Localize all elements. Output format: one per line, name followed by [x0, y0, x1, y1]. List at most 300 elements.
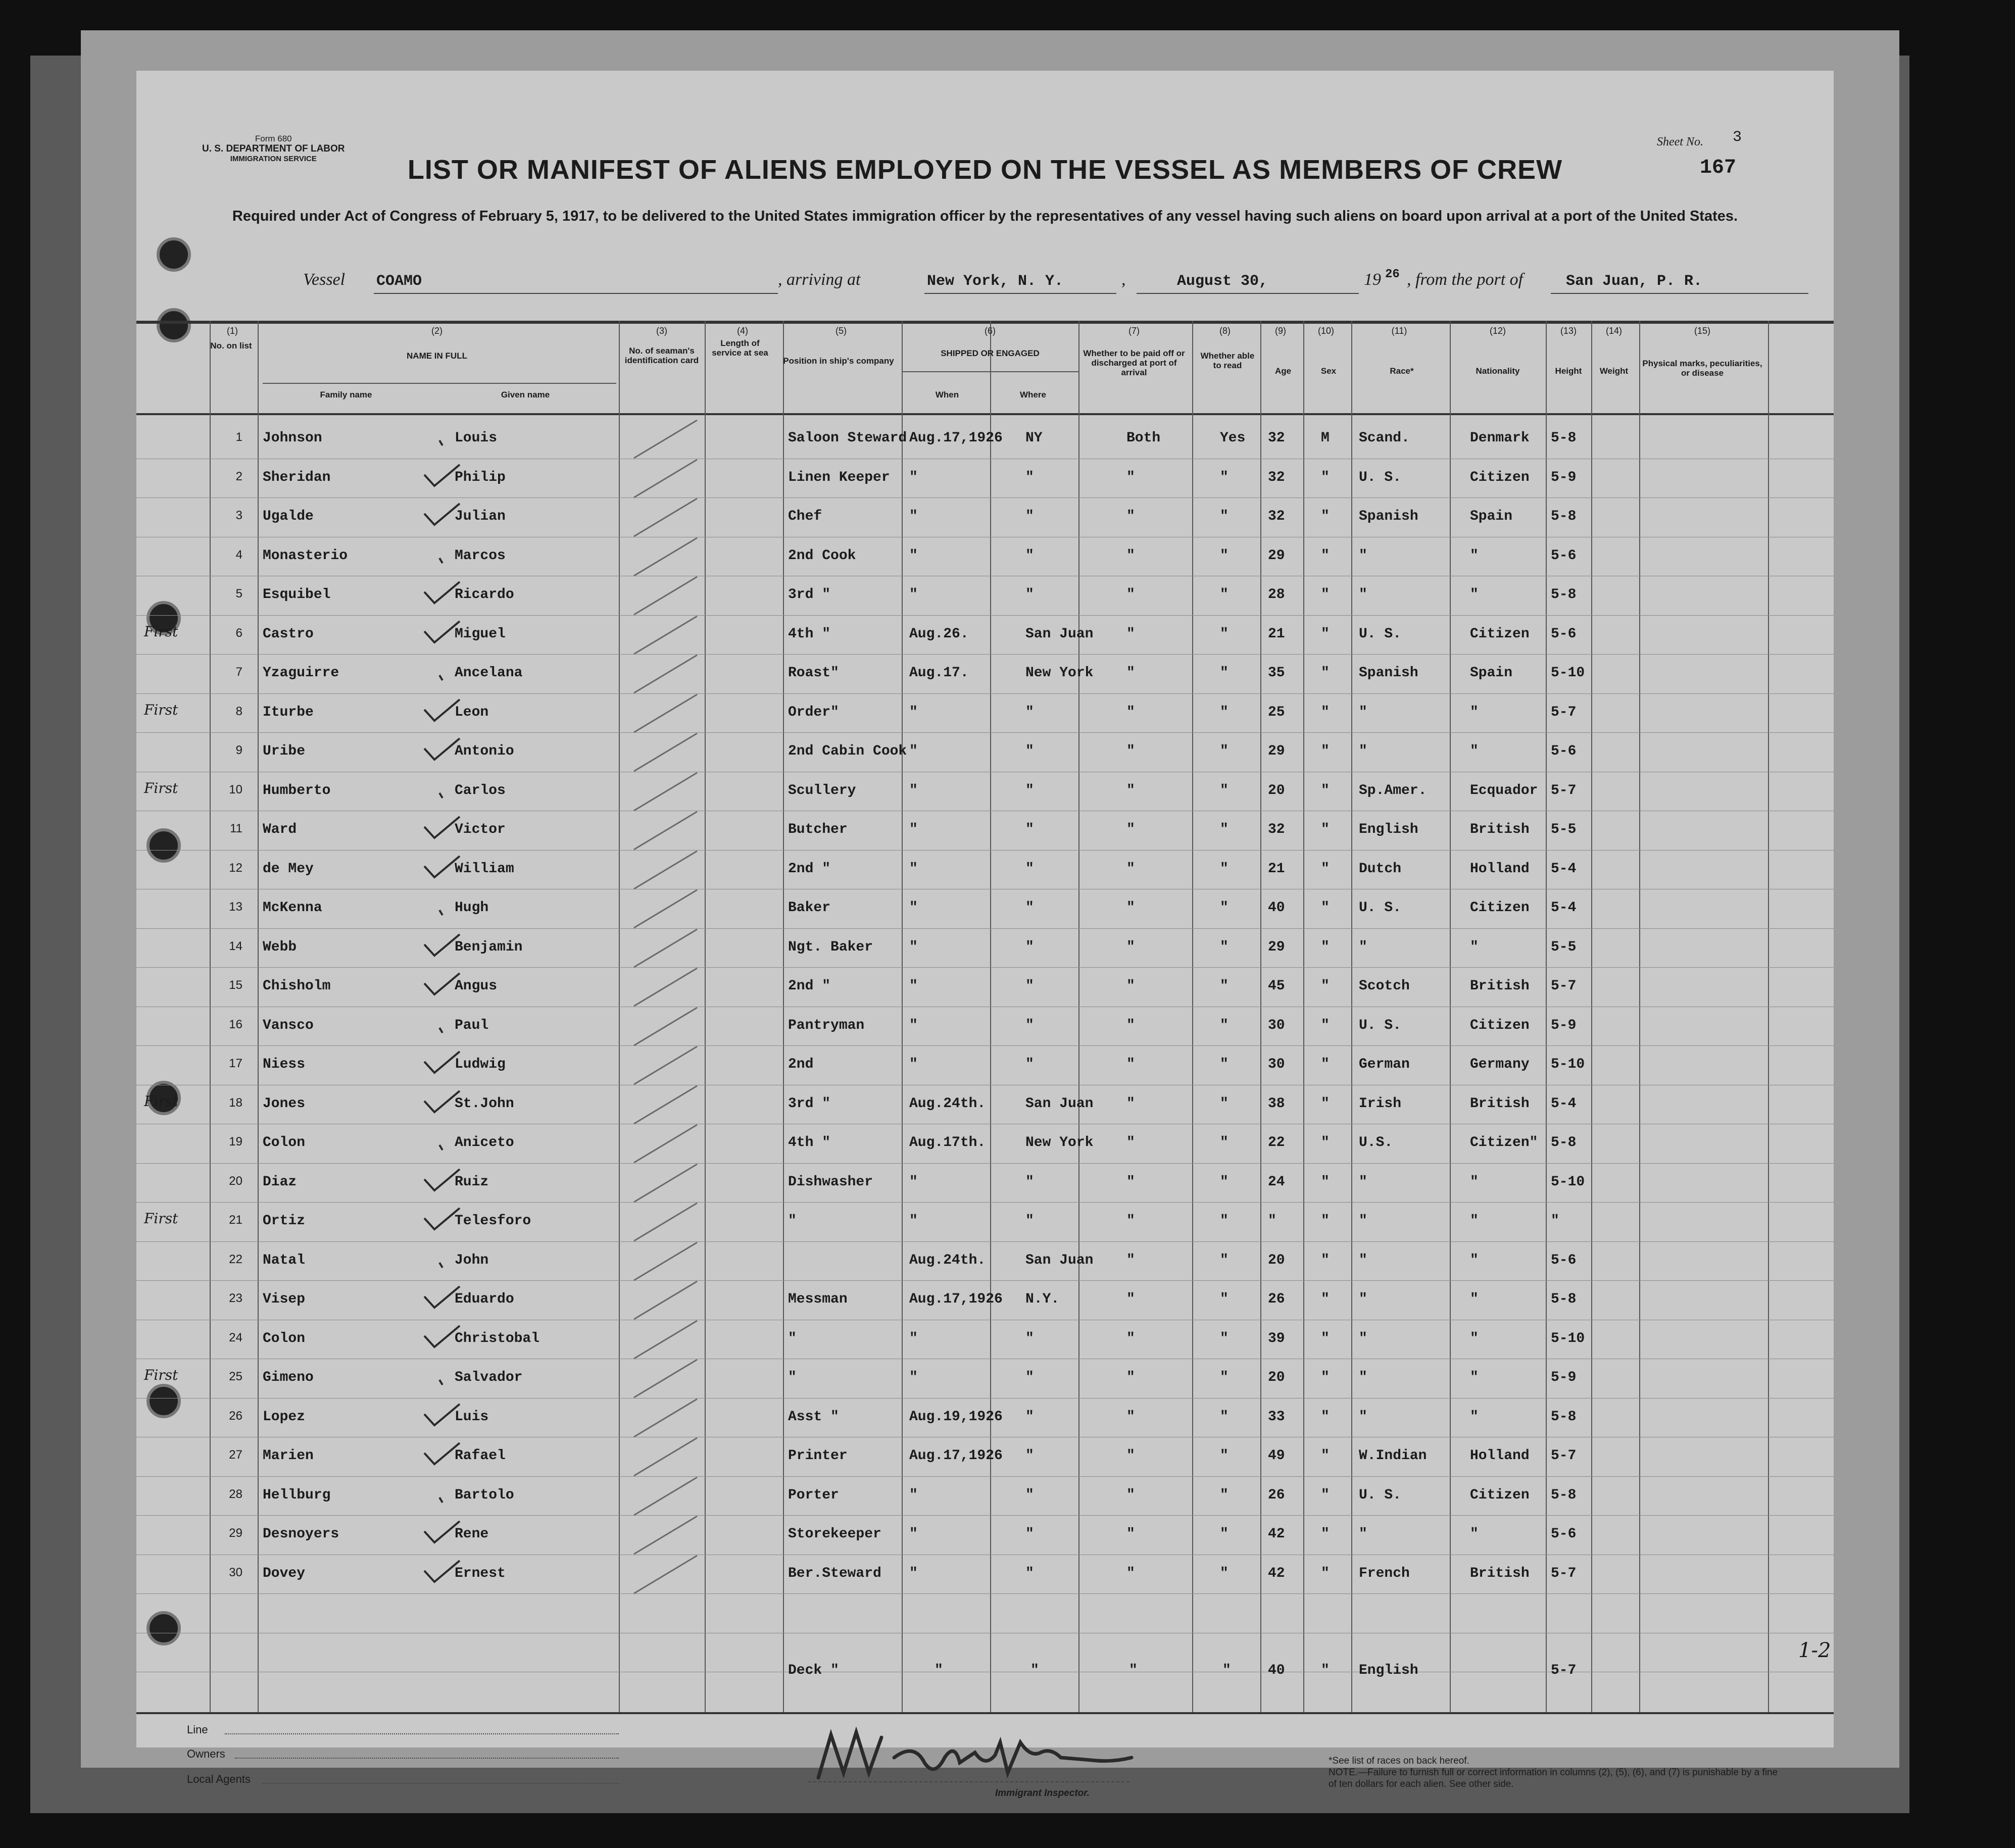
extra-race: English	[1359, 1663, 1418, 1678]
cell-nationality: British	[1470, 822, 1530, 837]
extra-where: "	[1030, 1663, 1039, 1678]
agents-rule	[263, 1783, 619, 1784]
cell-when: Aug.17th.	[909, 1135, 986, 1151]
cell-sex: "	[1321, 1095, 1330, 1112]
row-rule	[136, 967, 1834, 968]
cell-where: New York	[1025, 665, 1094, 681]
card-slash	[626, 498, 707, 539]
arriving-label: , arriving at	[778, 270, 861, 289]
cell-race: Irish	[1359, 1095, 1402, 1112]
cell-height: 5-8	[1551, 430, 1577, 446]
cell-nationality: "	[1470, 1370, 1479, 1385]
cell-position: Messman	[788, 1291, 848, 1307]
cell-sex: "	[1321, 1487, 1330, 1503]
cell-sex: "	[1321, 1565, 1330, 1581]
card-slash	[626, 812, 707, 852]
cell-read: "	[1220, 665, 1228, 681]
cell-age: 38	[1268, 1095, 1285, 1112]
header-physical-marks: Physical marks, peculiarities, or disease	[1642, 359, 1762, 378]
cell-nationality: "	[1470, 587, 1479, 603]
cell-position: "	[788, 1330, 797, 1346]
cell-given: Telesforo	[455, 1213, 531, 1229]
cell-height: 5-5	[1551, 822, 1577, 837]
cell-given: Salvador	[455, 1370, 523, 1385]
cell-where: "	[1025, 704, 1034, 720]
cell-when: "	[909, 1487, 918, 1503]
header-position: Position in ship's company	[783, 356, 894, 366]
cell-nationality: British	[1470, 978, 1530, 994]
cell-position: Chef	[788, 509, 822, 524]
cell-age: 28	[1268, 587, 1285, 603]
header-shipped: SHIPPED OR ENGAGED	[941, 348, 1040, 358]
margin-note: 1-2	[1798, 1639, 1831, 1662]
header-height: Height	[1555, 366, 1582, 376]
cell-sex: "	[1321, 782, 1330, 798]
cell-paid: "	[1126, 1213, 1135, 1229]
cell-paid: "	[1126, 1370, 1135, 1385]
cell-height: 5-6	[1551, 547, 1577, 564]
page-title: LIST OR MANIFEST OF ALIENS EMPLOYED ON THE VESSEL AS MEMBERS OF CREW	[407, 155, 1563, 185]
row-rule	[136, 1476, 1834, 1477]
cell-read: "	[1220, 587, 1228, 603]
cell-where: "	[1025, 1017, 1034, 1033]
cell-race: "	[1359, 939, 1367, 955]
cell-family: Lopez	[263, 1409, 306, 1425]
cell-height: 5-10	[1551, 1330, 1585, 1346]
cell-sex: "	[1321, 665, 1330, 681]
column-number: (1)	[227, 326, 238, 336]
card-slash	[626, 694, 707, 735]
header-where: Where	[1020, 390, 1046, 399]
cell-given: Benjamin	[455, 939, 523, 955]
cell-read: "	[1220, 1330, 1228, 1346]
header-able-read: Whether able to read	[1200, 351, 1255, 370]
cell-height: 5-4	[1551, 900, 1577, 916]
row-number: 9	[235, 743, 242, 757]
cell-position: 2nd Cook	[788, 547, 856, 564]
header-age: Age	[1274, 366, 1292, 376]
cell-height: 5-4	[1551, 861, 1577, 877]
header-given-name: Given name	[501, 390, 550, 399]
row-number: 28	[229, 1487, 242, 1501]
cell-family: Humberto	[263, 782, 331, 798]
column-rule	[902, 321, 903, 1712]
cell-when: "	[909, 547, 918, 564]
arriving-port: New York, N. Y.	[927, 273, 1064, 290]
cell-read: "	[1220, 1252, 1228, 1268]
card-slash	[626, 1164, 707, 1205]
cell-when: "	[909, 509, 918, 524]
check-mark	[419, 1516, 480, 1546]
row-rule	[136, 1202, 1834, 1203]
cell-age: 29	[1268, 939, 1285, 955]
card-slash	[626, 460, 707, 500]
cell-age: 25	[1268, 704, 1285, 720]
cell-nationality: Ecquador	[1470, 782, 1538, 798]
from-port: San Juan, P. R.	[1566, 273, 1703, 290]
card-slash	[626, 1086, 707, 1126]
cell-where: San Juan	[1025, 1252, 1094, 1268]
cell-paid: "	[1126, 626, 1135, 642]
row-number: 29	[229, 1526, 242, 1540]
cell-sex: "	[1321, 1135, 1330, 1151]
first-mark: First	[144, 701, 178, 718]
cell-nationality: Holland	[1470, 861, 1530, 877]
check-mark	[419, 538, 480, 568]
cell-given: Christobal	[455, 1330, 540, 1346]
year-suffix: 26	[1385, 268, 1400, 281]
cell-age: 45	[1268, 978, 1285, 994]
cell-position: Printer	[788, 1448, 848, 1464]
local-agents-label: Local Agents	[187, 1773, 251, 1785]
cell-paid: "	[1126, 1409, 1135, 1425]
cell-height: 5-9	[1551, 1370, 1577, 1385]
check-mark	[419, 851, 480, 881]
card-slash	[626, 1242, 707, 1283]
check-mark	[419, 420, 480, 451]
cell-family: Dovey	[263, 1565, 306, 1581]
sheet-label: Sheet No.	[1657, 135, 1703, 148]
cell-given: Carlos	[455, 782, 506, 798]
page-number: 167	[1700, 157, 1737, 179]
cell-nationality: British	[1470, 1095, 1530, 1112]
cell-height: 5-8	[1551, 509, 1577, 524]
cell-when: Aug.24th.	[909, 1252, 986, 1268]
check-mark	[419, 1360, 480, 1390]
cell-family: Gimeno	[263, 1370, 314, 1385]
extra-when: "	[935, 1663, 943, 1678]
cell-where: "	[1025, 1409, 1034, 1425]
cell-paid: Both	[1126, 430, 1161, 446]
cell-race: Sp.Amer.	[1359, 782, 1427, 798]
header-no-on-list: No. on list	[210, 341, 252, 351]
cell-sex: "	[1321, 1213, 1330, 1229]
row-number: 15	[229, 978, 242, 992]
cell-sex: "	[1321, 900, 1330, 916]
card-slash	[626, 1438, 707, 1478]
cell-read: "	[1220, 1017, 1228, 1033]
card-slash	[626, 420, 707, 461]
row-number: 1	[235, 430, 242, 444]
cell-where: "	[1025, 939, 1034, 955]
cell-race: English	[1359, 822, 1418, 837]
check-mark	[419, 1477, 480, 1508]
cell-when: "	[909, 1174, 918, 1190]
row-number: 17	[229, 1057, 242, 1070]
cell-age: 21	[1268, 861, 1285, 877]
cell-paid: "	[1126, 822, 1135, 837]
cell-read: Yes	[1220, 430, 1246, 446]
line-label: Line	[187, 1723, 208, 1736]
row-number: 14	[229, 939, 242, 953]
cell-paid: "	[1126, 1057, 1135, 1072]
row-rule	[136, 928, 1834, 929]
cell-paid: "	[1126, 1252, 1135, 1268]
column-number: (12)	[1489, 326, 1506, 336]
cell-age: 42	[1268, 1565, 1285, 1581]
card-slash	[626, 1399, 707, 1439]
cell-when: "	[909, 587, 918, 603]
cell-paid: "	[1126, 1565, 1135, 1581]
cell-sex: "	[1321, 1448, 1330, 1464]
check-mark	[419, 1008, 480, 1038]
cell-paid: "	[1126, 665, 1135, 681]
cell-given: Luis	[455, 1409, 489, 1425]
cell-read: "	[1220, 743, 1228, 759]
cell-given: Louis	[455, 430, 498, 446]
cell-race: Dutch	[1359, 861, 1402, 877]
cell-age: 30	[1268, 1017, 1285, 1033]
cell-paid: "	[1126, 547, 1135, 564]
cell-where: "	[1025, 469, 1034, 485]
row-number: 13	[229, 900, 242, 914]
cell-read: "	[1220, 626, 1228, 642]
cell-given: Rafael	[455, 1448, 506, 1464]
card-slash	[626, 1046, 707, 1087]
card-slash	[626, 929, 707, 970]
cell-age: 32	[1268, 509, 1285, 524]
cell-nationality: "	[1470, 1213, 1479, 1229]
cell-position: 2nd Cabin Cook	[788, 743, 907, 759]
fine-note: NOTE.—Failure to furnish full or correct information in columns (2), (5), (6), and (7) is punishable by a fine of ten dollars for each alien. See other side.	[1329, 1767, 1778, 1789]
cell-sex: "	[1321, 1370, 1330, 1385]
cell-where: "	[1025, 1057, 1034, 1072]
cell-nationality: "	[1470, 547, 1479, 564]
cell-age: 32	[1268, 430, 1285, 446]
cell-height: 5-8	[1551, 1291, 1577, 1307]
cell-sex: "	[1321, 1057, 1330, 1072]
cell-where: NY	[1025, 430, 1043, 446]
column-rule	[1639, 321, 1640, 1712]
cell-paid: "	[1126, 469, 1135, 485]
cell-height: 5-7	[1551, 704, 1577, 720]
line-rule	[225, 1733, 619, 1734]
check-mark	[419, 1125, 480, 1155]
check-mark	[419, 616, 480, 646]
cell-family: Jones	[263, 1095, 306, 1112]
cell-age: 20	[1268, 1252, 1285, 1268]
cell-family: Marien	[263, 1448, 314, 1464]
cell-position: Porter	[788, 1487, 839, 1503]
cell-height: 5-8	[1551, 1409, 1577, 1425]
cell-nationality: "	[1470, 1330, 1479, 1346]
cell-read: "	[1220, 1565, 1228, 1581]
cell-family: Desnoyers	[263, 1526, 339, 1542]
check-mark	[419, 890, 480, 920]
cell-age: 20	[1268, 1370, 1285, 1385]
cell-position: Scullery	[788, 782, 856, 798]
form-number: Form 680	[255, 134, 292, 143]
cell-family: de Mey	[263, 861, 314, 877]
binder-hole	[146, 1611, 181, 1645]
row-number: 8	[235, 704, 242, 718]
year-prefix: 19	[1364, 270, 1381, 289]
cell-when: "	[909, 978, 918, 994]
cell-nationality: Citizen"	[1470, 1135, 1538, 1151]
cell-position: "	[788, 1370, 797, 1385]
cell-paid: "	[1126, 900, 1135, 916]
cell-where: "	[1025, 822, 1034, 837]
cell-nationality: British	[1470, 1565, 1530, 1581]
cell-paid: "	[1126, 587, 1135, 603]
cell-nationality: Holland	[1470, 1448, 1530, 1464]
cell-sex: "	[1321, 822, 1330, 837]
cell-nationality: "	[1470, 1526, 1479, 1542]
row-number: 22	[229, 1252, 242, 1266]
cell-age: 26	[1268, 1291, 1285, 1307]
cell-age: 39	[1268, 1330, 1285, 1346]
cell-family: Esquibel	[263, 587, 331, 603]
cell-family: Webb	[263, 939, 297, 955]
cell-height: 5-8	[1551, 1487, 1577, 1503]
cell-read: "	[1220, 861, 1228, 877]
cell-sex: "	[1321, 509, 1330, 524]
cell-race: "	[1359, 547, 1367, 564]
column-number: (3)	[656, 326, 667, 336]
check-mark	[419, 773, 480, 803]
cell-nationality: "	[1470, 1291, 1479, 1307]
column-rule	[783, 321, 784, 1712]
cell-when: "	[909, 704, 918, 720]
card-slash	[626, 616, 707, 657]
card-slash	[626, 1008, 707, 1048]
cell-age: 49	[1268, 1448, 1285, 1464]
header-name-in-full: NAME IN FULL	[407, 351, 467, 361]
cell-paid: "	[1126, 509, 1135, 524]
cell-family: Iturbe	[263, 704, 314, 720]
cell-when: Aug.19,1926	[909, 1409, 1003, 1425]
row-rule	[136, 1398, 1834, 1399]
row-number: 11	[230, 822, 242, 835]
cell-paid: "	[1126, 1291, 1135, 1307]
cell-sex: "	[1321, 1291, 1330, 1307]
cell-race: "	[1359, 587, 1367, 603]
header-paid-off: Whether to be paid off or discharged at port of arrival	[1083, 348, 1185, 377]
check-mark	[419, 655, 480, 685]
vessel-label: Vessel	[303, 270, 346, 289]
cell-height: 5-8	[1551, 1135, 1577, 1151]
column-number: (6)	[985, 326, 996, 336]
cell-sex: "	[1321, 1330, 1330, 1346]
underline	[924, 293, 1116, 294]
cell-age: 21	[1268, 626, 1285, 642]
underline	[374, 293, 778, 294]
cell-height: 5-10	[1551, 1057, 1585, 1072]
cell-sex: "	[1321, 978, 1330, 994]
cell-age: 20	[1268, 782, 1285, 798]
cell-where: "	[1025, 1370, 1034, 1385]
cell-height: 5-8	[1551, 587, 1577, 603]
check-mark	[419, 1321, 480, 1351]
column-rule	[1768, 321, 1769, 1712]
header-race: Race*	[1390, 366, 1414, 376]
cell-height: 5-7	[1551, 978, 1577, 994]
check-mark	[419, 968, 480, 998]
cell-nationality: Citizen	[1470, 626, 1530, 642]
cell-when: "	[909, 1370, 918, 1385]
cell-where: "	[1025, 1213, 1034, 1229]
check-mark	[419, 1556, 480, 1586]
cell-when: "	[909, 1565, 918, 1581]
cell-given: Angus	[455, 978, 498, 994]
cell-when: Aug.17.	[909, 665, 969, 681]
column-number: (13)	[1560, 326, 1577, 336]
header-service-length: Length of service at sea	[712, 338, 768, 358]
arrival-date: August 30,	[1177, 273, 1268, 290]
cell-read: "	[1220, 782, 1228, 798]
cell-race: "	[1359, 1291, 1367, 1307]
column-rule	[1591, 321, 1592, 1712]
cell-race: U. S.	[1359, 1017, 1402, 1033]
cell-height: 5-10	[1551, 665, 1585, 681]
cell-read: "	[1220, 509, 1228, 524]
first-mark: First	[144, 623, 178, 640]
inspector-signature	[808, 1722, 1137, 1793]
cell-age: 32	[1268, 469, 1285, 485]
cell-nationality: Citizen	[1470, 1017, 1530, 1033]
cell-paid: "	[1126, 939, 1135, 955]
cell-race: "	[1359, 1370, 1367, 1385]
cell-sex: "	[1321, 939, 1330, 955]
cell-age: 22	[1268, 1135, 1285, 1151]
cell-given: Bartolo	[455, 1487, 514, 1503]
comma: ,	[1121, 270, 1126, 289]
cell-family: Uribe	[263, 743, 306, 759]
cell-family: Colon	[263, 1330, 306, 1346]
cell-family: Colon	[263, 1135, 306, 1151]
cell-where: "	[1025, 743, 1034, 759]
cell-race: U. S.	[1359, 1487, 1402, 1503]
cell-race: "	[1359, 704, 1367, 720]
cell-read: "	[1220, 939, 1228, 955]
card-slash	[626, 890, 707, 930]
cell-where: "	[1025, 782, 1034, 798]
cell-age: "	[1268, 1213, 1276, 1229]
cell-given: Antonio	[455, 743, 514, 759]
row-number: 25	[229, 1370, 242, 1383]
cell-position: 3rd "	[788, 587, 831, 603]
cell-family: Ward	[263, 822, 297, 837]
column-rule	[210, 321, 211, 1712]
extra-height: 5-7	[1551, 1663, 1577, 1678]
first-mark: First	[144, 1210, 178, 1227]
cell-height: 5-7	[1551, 1565, 1577, 1581]
card-slash	[626, 968, 707, 1009]
cell-when: Aug.26.	[909, 626, 969, 642]
cell-family: Visep	[263, 1291, 306, 1307]
binder-hole	[157, 308, 191, 342]
cell-where: "	[1025, 1330, 1034, 1346]
cell-when: "	[909, 939, 918, 955]
cell-given: Rene	[455, 1526, 489, 1542]
cell-paid: "	[1126, 704, 1135, 720]
cell-race: German	[1359, 1057, 1410, 1072]
cell-race: "	[1359, 1252, 1367, 1268]
cell-position: Roast"	[788, 665, 839, 681]
check-mark	[419, 1438, 480, 1468]
cell-position: 2nd "	[788, 861, 831, 877]
cell-given: Julian	[455, 509, 506, 524]
cell-race: "	[1359, 1330, 1367, 1346]
cell-position: Storekeeper	[788, 1526, 881, 1542]
card-slash	[626, 1203, 707, 1243]
inspector-label: Immigrant Inspector.	[995, 1788, 1090, 1799]
row-rule	[136, 732, 1834, 733]
cell-paid: "	[1126, 1174, 1135, 1190]
column-number: (2)	[431, 326, 443, 336]
cell-race: "	[1359, 1409, 1367, 1425]
cell-race: "	[1359, 1526, 1367, 1542]
